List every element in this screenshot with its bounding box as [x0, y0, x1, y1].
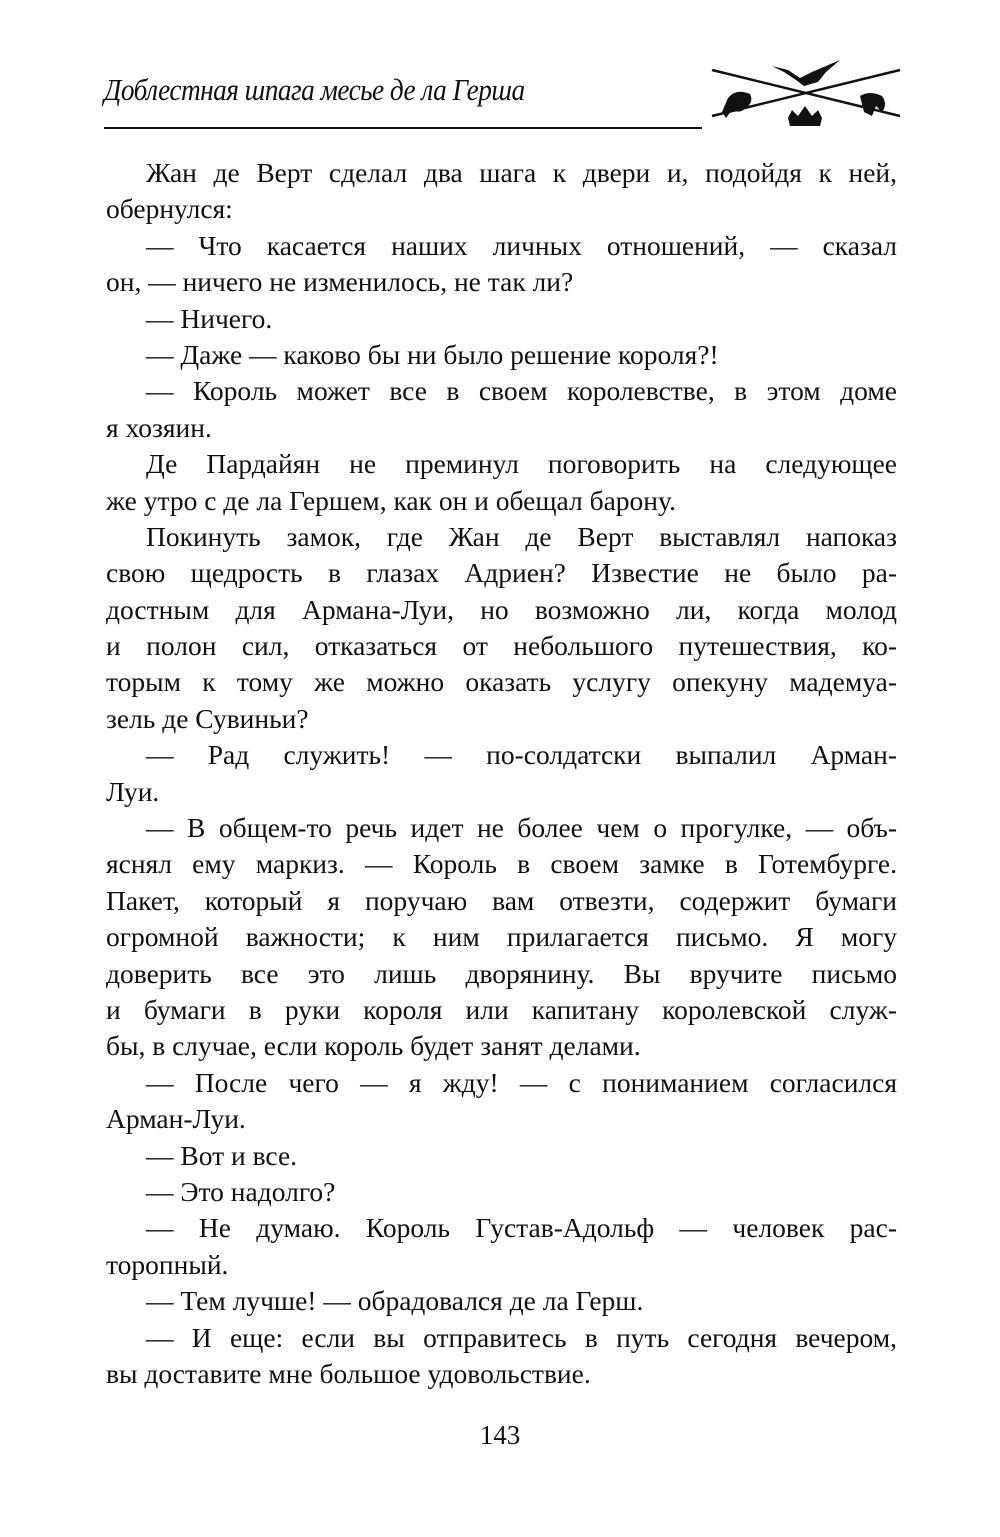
page-number: 143 [479, 1420, 521, 1450]
text-line: — В общем-то речь идет не более чем о прогулке, — объ- [146, 812, 897, 844]
text-line: Покинуть замок, где Жан де Верт выставлял напоказ [146, 520, 897, 552]
text-line: и бумаги в руки короля или капитану королевской служ- [106, 993, 897, 1025]
paragraph [106, 1283, 897, 1319]
paragraph [106, 810, 897, 1065]
text-line: Де Пардайян не преминул поговорить на следующее [146, 448, 897, 480]
text-line: — И еще: если вы отправитесь в путь сегодня вечером, [146, 1321, 897, 1353]
text-line: Арман-Луи. [106, 1103, 246, 1135]
text-line: — Ничего. [146, 302, 273, 334]
text-line: он, — ничего не изменилось, не так ли? [106, 266, 574, 298]
paragraph [106, 1174, 897, 1210]
header-rule [104, 127, 702, 129]
text-line: свою щедрость в глазах Адриен? Известие не было ра- [106, 557, 897, 589]
paragraph [106, 1138, 897, 1174]
text-line: огромной важности; к ним прилагается письмо. Я могу [106, 921, 897, 953]
paragraph [106, 1210, 897, 1283]
paragraph [106, 519, 897, 737]
text-line: же утро с де ла Гершем, как он и обещал барону. [106, 484, 676, 516]
text-line: обернулся: [106, 193, 233, 225]
text-line: — Вот и все. [146, 1139, 298, 1171]
text-line: Пакет, который я поручаю вам отвезти, содержит бумаги [106, 884, 897, 916]
paragraph [106, 228, 897, 301]
text-line: — Даже — каково бы ни было решение короля?! [146, 338, 719, 370]
text-line: — После чего — я жду! — с пониманием согласился [146, 1066, 897, 1098]
paragraph [106, 301, 897, 337]
paragraph [106, 446, 897, 519]
text-line: — Не думаю. Король Густав-Адольф — человек рас- [146, 1212, 897, 1244]
text-line: — Рад служить! — по-солдатски выпалил Арман- [146, 739, 897, 771]
text-line: — Король может все в своем королевстве, в этом доме [146, 375, 897, 407]
paragraph [106, 337, 897, 373]
text-line: Жан де Верт сделал два шага к двери и, подойдя к ней, [146, 157, 897, 188]
text-line: — Что касается наших личных отношений, — сказал [146, 229, 897, 261]
crossed-swords-eagle-crown-icon [700, 58, 910, 138]
text-line: Луи. [106, 775, 160, 807]
text-line: я хозяин. [106, 411, 212, 443]
paragraph [106, 155, 897, 228]
text-line: бы, в случае, если король будет занят делами. [106, 1030, 641, 1062]
text-line: торым к тому же можно оказать услугу опекуну мадемуа- [106, 666, 897, 698]
paragraph [106, 373, 897, 446]
running-title: Доблестная шпага месье де ла Герша [104, 72, 525, 107]
paragraph [106, 737, 897, 810]
body-text [106, 155, 897, 1392]
text-line: яснял ему маркиз. — Король в своем замке в Готембурге. [106, 848, 897, 880]
text-line: — Тем лучше! — обрадовался де ла Герш. [146, 1285, 644, 1317]
text-line: достным для Армана-Луи, но возможно ли, когда молод [106, 593, 897, 625]
text-line: зель де Сувиньи? [106, 702, 309, 734]
text-line: вы доставите мне большое удовольствие. [106, 1357, 591, 1389]
paragraph [106, 1320, 897, 1393]
text-line: доверить все это лишь дворянину. Вы вручите письмо [106, 957, 897, 989]
text-line: — Это надолго? [146, 1175, 336, 1207]
text-line: и полон сил, отказаться от небольшого путешествия, ко- [106, 630, 897, 662]
paragraph [106, 1065, 897, 1138]
text-line: торопный. [106, 1248, 229, 1280]
